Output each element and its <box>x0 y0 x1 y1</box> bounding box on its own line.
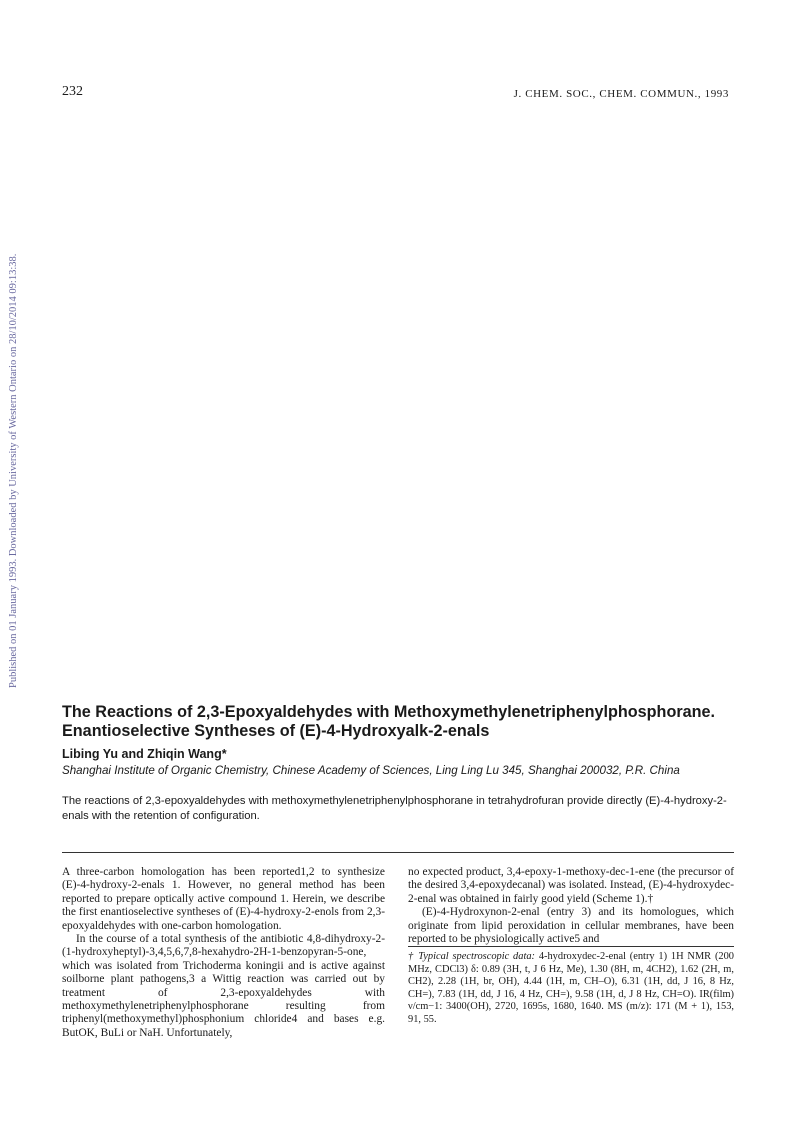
journal-header: J. CHEM. SOC., CHEM. COMMUN., 1993 <box>513 88 729 100</box>
article-title <box>62 703 752 741</box>
footnote-text: 4-hydroxydec-2-enal (entry 1) 1H NMR (200 MHz, CDCl3) δ: 0.89 (3H, t, J 6 Hz, Me), 1.30 (8H, m, 4CH2), 1.62 (2H, m, CH2), 2.28 (1H, br, OH), 4.44 (1H, m, CH–O), 6.31 (1H, dd, J 16, 8 Hz, CH=), 7.83 (1H, dd, J 16, 4 Hz, CH=), 9.58 (1H, d, J 8 Hz, CH=O). IR(film) ν/cm−1: 3400(OH), 2720, 1695s, 1680, 1640. MS (m/z): 171 (M + 1), 153, 91, 55. <box>408 951 734 1025</box>
title-line-1: The Reactions of 2,3-Epoxyaldehydes with Methoxymethylenetriphenylphosphorane. <box>62 703 716 721</box>
affiliation: Shanghai Institute of Organic Chemistry, Chinese Academy of Sciences, Ling Ling Lu 345, Shanghai 200032, P.R. China <box>62 764 680 777</box>
section-divider <box>62 852 734 853</box>
body-column-left <box>62 866 385 1040</box>
body-paragraph: (E)-4-Hydroxynon-2-enal (entry 3) and its homologues, which originate from lipid peroxidation in cellular membranes, have been reported to be physiologically active5 and <box>408 906 734 946</box>
body-column-right <box>408 866 734 946</box>
body-paragraph: A three-carbon homologation has been reported1,2 to synthesize (E)-4-hydroxy-2-enals 1. However, no general method has been reported to prepare optically active compound 1. Herein, we describe the first enantioselective syntheses of (E)-4-hydroxy-2-enols from 2,3-epoxyaldehydes with one-carbon homologation. <box>62 866 385 932</box>
abstract: The reactions of 2,3-epoxyaldehydes with methoxymethylenetriphenylphosphorane in tetrahydrofuran provide directly (E)-4-hydroxy-2-enals with the retention of configuration. <box>62 795 727 822</box>
title-line-2: Enantioselective Syntheses of (E)-4-Hydroxyalk-2-enals <box>62 722 490 740</box>
authors: Libing Yu and Zhiqin Wang* <box>62 747 227 761</box>
body-paragraph: no expected product, 3,4-epoxy-1-methoxy-dec-1-ene (the precursor of the desired 3,4-epoxydecanal) was isolated. Instead, (E)-4-hydroxydec-2-enal was obtained in fairly good yield (Scheme 1).† <box>408 866 734 905</box>
body-paragraph: In the course of a total synthesis of the antibiotic 4,8-dihydroxy-2-(1-hydroxyheptyl)-3,4,5,6,7,8-hexahydro-2H-1-benzopyran-5-one, which was isolated from Trichoderma koningii and is active against soilborne plant pathogens,3 a Wittig reaction was carried out by treatment of 2,3-epoxyaldehydes with methoxymethylenetriphenylphosphorane resulting from triphenyl(methoxymethyl)phosphonium chloride4 and bases e.g. ButOK, BuLi or NaH. Unfortunately, <box>62 933 385 1039</box>
download-watermark: Published on 01 January 1993. Downloaded by University of Western Ontario on 28/10/2014 09:13:38. <box>8 253 19 688</box>
footnote-divider <box>408 946 734 947</box>
page-number: 232 <box>62 84 83 99</box>
footnote-lead-in: † Typical spectroscopic data: <box>408 951 535 962</box>
footnote <box>408 951 734 1027</box>
